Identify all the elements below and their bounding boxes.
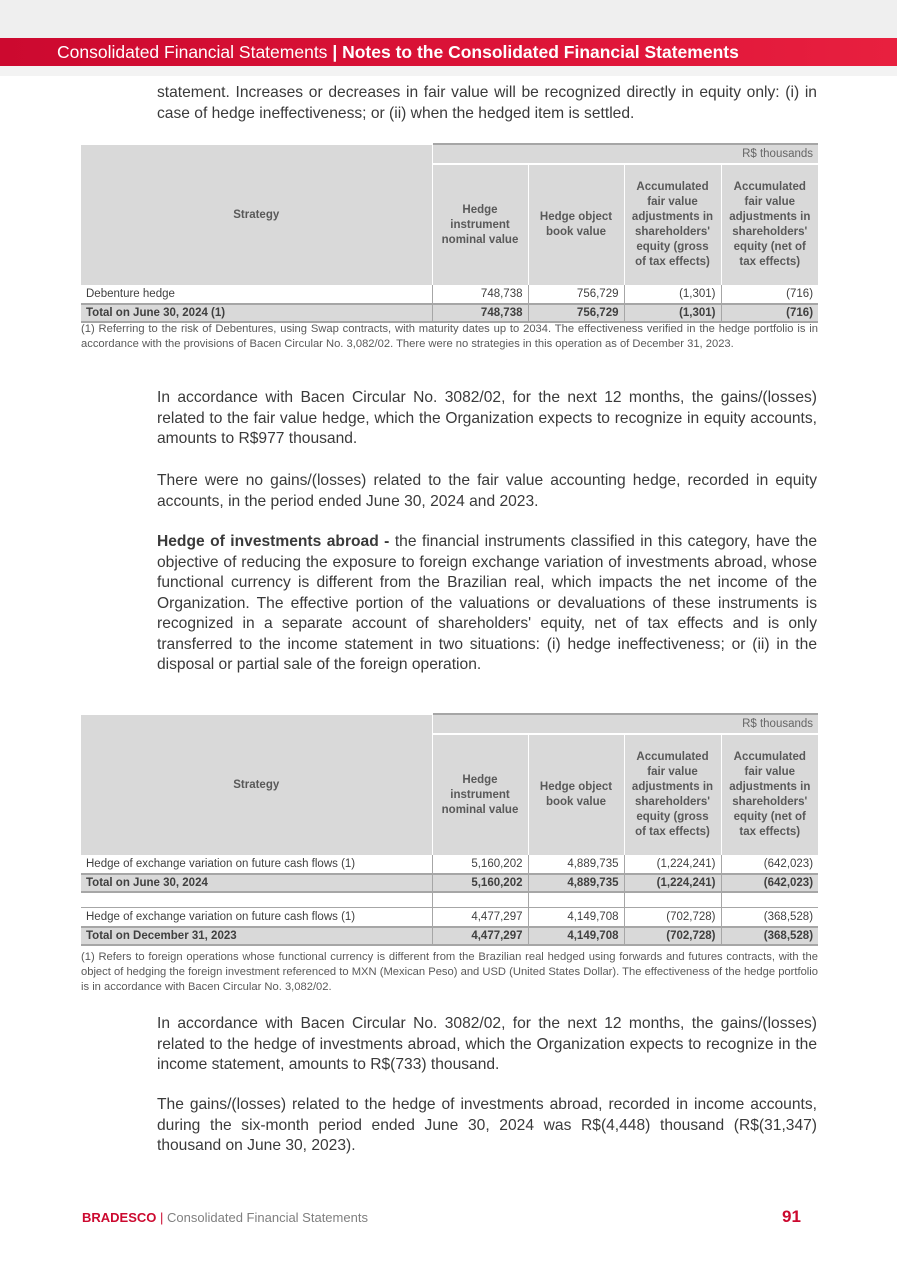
net-value: (368,528) (721, 908, 818, 928)
footer-separator: | (160, 1210, 164, 1225)
unit-label: R$ thousands (432, 144, 818, 164)
paragraph-body: the financial instruments classified in this category, have the objective of reducing the exposure to foreign exchange variation of investments abroad, whose functional currency is different from the Brazilian real, which impacts the net income of the Organization. The effective portion of the valuations or devaluations of these instruments is recognized in a separate account of shareholders' equity, net of tax effects and is only transferred to the income statement in two situations: (i) hedge ineffectiveness; or (ii) in the disposal or partial sale of the foreign operation. (157, 533, 817, 673)
gross-adjustment-header: Accumulated fair value adjustments in shareholders' equity (gross of tax effects) (624, 734, 721, 855)
header-separator: | (332, 42, 338, 62)
total-row (81, 927, 818, 945)
nominal-value: 748,738 (432, 285, 528, 304)
header-banner (0, 38, 897, 66)
footer (82, 1210, 368, 1225)
book-value-header: Hedge object book value (528, 734, 624, 855)
total-nominal: 748,738 (432, 304, 528, 322)
investments-abroad-hedge-table (81, 713, 818, 946)
header-chapter: Notes to the Consolidated Financial Statements (342, 42, 739, 62)
total-net: (716) (721, 304, 818, 322)
top-margin (0, 0, 897, 38)
nominal-header: Hedge instrument nominal value (432, 734, 528, 855)
gross-adjustment-header: Accumulated fair value adjustments in shareholders' equity (gross of tax effects) (624, 164, 721, 285)
header-underline (0, 66, 897, 76)
book-value-header: Hedge object book value (528, 164, 624, 285)
paragraph-no-gains: There were no gains/(losses) related to the fair value accounting hedge, recorded in equity accounts, in the period ended June 30, 2024 and 2023. (157, 472, 817, 510)
total-gross: (702,728) (624, 927, 721, 945)
header-section: Consolidated Financial Statements (57, 42, 328, 62)
paragraph-investments-gains: The gains/(losses) related to the hedge of investments abroad, recorded in income accounts, during the six-month period ended June 30, 2024 was R$(4,448) thousand (R$(31,347) thousand on June 30, 2023). (157, 1096, 817, 1154)
intro-paragraph: statement. Increases or decreases in fair value will be recognized directly in equity only: (i) in case of hedge ineffectiveness; or (ii) when the hedged item is settled. (157, 84, 817, 122)
paragraph-hedge-investments-abroad (157, 532, 817, 676)
total-row (81, 874, 818, 892)
gross-value: (1,224,241) (624, 855, 721, 874)
total-nominal: 4,477,297 (432, 927, 528, 945)
footer-title: Consolidated Financial Statements (167, 1210, 368, 1225)
total-nominal: 5,160,202 (432, 874, 528, 892)
paragraph-bold-lead: Hedge of investments abroad - (157, 533, 390, 550)
nominal-value: 4,477,297 (432, 908, 528, 928)
total-gross: (1,224,241) (624, 874, 721, 892)
net-value: (716) (721, 285, 818, 304)
page-number: 91 (782, 1207, 801, 1226)
total-label: Total on June 30, 2024 (1) (81, 304, 432, 322)
total-book: 756,729 (528, 304, 624, 322)
footer-brand: BRADESCO (82, 1210, 157, 1225)
book-value: 756,729 (528, 285, 624, 304)
total-label: Total on June 30, 2024 (81, 874, 432, 892)
total-net: (642,023) (721, 874, 818, 892)
gross-value: (702,728) (624, 908, 721, 928)
fair-value-hedge-table (81, 143, 818, 323)
row-label: Hedge of exchange variation on future cash flows (1) (81, 855, 432, 874)
table-row (81, 908, 818, 928)
row-label: Hedge of exchange variation on future cash flows (1) (81, 908, 432, 928)
total-label: Total on December 31, 2023 (81, 927, 432, 945)
table2-footnote: (1) Refers to foreign operations whose functional currency is different from the Brazilian real hedged using forwards and futures contracts, with the object of hedging the foreign investment referenced to MXN (Mexican Peso) and USD (United States Dollar). The effectiveness of the hedge portfolio is in accordance with Bacen Circular No. 3,082/02. (81, 951, 818, 993)
net-adjustment-header: Accumulated fair value adjustments in shareholders' equity (net of tax effects) (721, 164, 818, 285)
strategy-header: Strategy (81, 714, 432, 855)
total-net: (368,528) (721, 927, 818, 945)
row-label: Debenture hedge (81, 285, 432, 304)
net-adjustment-header: Accumulated fair value adjustments in shareholders' equity (net of tax effects) (721, 734, 818, 855)
nominal-header: Hedge instrument nominal value (432, 164, 528, 285)
table-row (81, 285, 818, 304)
unit-label: R$ thousands (432, 714, 818, 734)
net-value: (642,023) (721, 855, 818, 874)
total-gross: (1,301) (624, 304, 721, 322)
strategy-header: Strategy (81, 144, 432, 285)
table-row (81, 855, 818, 874)
total-book: 4,889,735 (528, 874, 624, 892)
paragraph-fair-value-expectation: In accordance with Bacen Circular No. 3082/02, for the next 12 months, the gains/(losses) related to the fair value hedge, which the Organization expects to recognize in equity accounts, amounts to R$977 thousand. (157, 389, 817, 447)
spacer-row (81, 892, 818, 908)
nominal-value: 5,160,202 (432, 855, 528, 874)
table1-footnote: (1) Referring to the risk of Debentures, using Swap contracts, with maturity dates up to 2034. The effectiveness verified in the hedge portfolio is in accordance with the provisions of Bacen Circular No. 3,082/02. There were no strategies in this operation as of December 31, 2023. (81, 323, 818, 350)
total-row (81, 304, 818, 322)
total-book: 4,149,708 (528, 927, 624, 945)
paragraph-investments-expectation: In accordance with Bacen Circular No. 3082/02, for the next 12 months, the gains/(losses) related to the hedge of investments abroad, which the Organization expects to recognize in the income statement, amounts to R$(733) thousand. (157, 1015, 817, 1073)
book-value: 4,889,735 (528, 855, 624, 874)
book-value: 4,149,708 (528, 908, 624, 928)
gross-value: (1,301) (624, 285, 721, 304)
